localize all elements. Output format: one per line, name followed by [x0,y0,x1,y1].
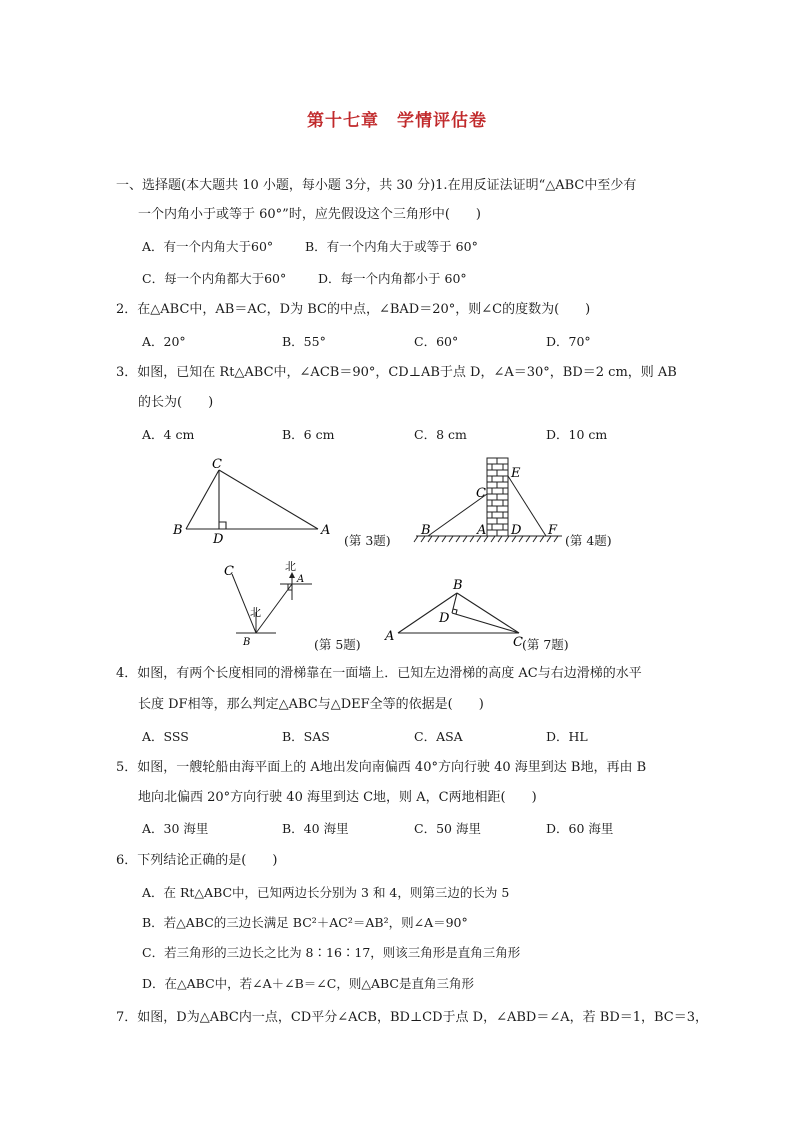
fig5-label-c: C [224,564,234,579]
fig7-label-a: A [385,629,395,644]
q3-option-d: D．10 cm [546,427,608,442]
q7-stem: 7．如图，D为△ABC内一点，CD平分∠ACB，BD⊥CD于点 D，∠ABD＝∠A，若 BD＝1，BC＝3， [116,1010,709,1025]
fig4-label-b: B [421,523,431,538]
fig5-north-label-a: 北 [285,560,296,573]
fig4-label-e: E [511,466,521,481]
q1-stem-line2: 一个内角小于或等于 60°”时，应先假设这个三角形中( ) [138,207,481,222]
q5-option-a: A．30 海里 [142,821,209,836]
fig5-north-label-b: 北 [250,606,261,619]
q2-option-c: C．60° [414,334,459,349]
fig5-label-b: B [243,637,251,648]
fig7-side-bc [457,593,519,633]
caption-fig5: (第 5题) [314,637,361,652]
q6-stem: 6．下列结论正确的是( ) [116,853,278,868]
fig4-label-f: F [548,523,558,538]
q3-stem-line1: 3．如图，已知在 Rt△ABC中，∠ACB＝90°，CD⊥AB于点 D，∠A＝30°，BD＝2 cm，则 AB [116,365,677,380]
q4-stem-line1: 4．如图，有两个长度相同的滑梯靠在一面墙上．已知左边滑梯的高度 AC与右边滑梯的水平 [116,666,642,681]
q6-option-c: C．若三角形的三边长之比为 8∶16∶17，则该三角形是直角三角形 [142,945,521,960]
q1-option-d: D．每一个内角都小于 60° [318,271,467,286]
fig7-label-d: D [439,611,450,626]
fig7-label-c: C [513,635,523,650]
q5-stem-line1: 5．如图，一艘轮船由海平面上的 A地出发向南偏西 40°方向行驶 40 海里到达 B地，再由 B [116,760,647,775]
q5-option-c: C．50 海里 [414,821,481,836]
caption-fig3: (第 3题) [344,533,391,548]
q4-option-a: A．SSS [142,729,189,744]
q2-stem: 2．在△ABC中，AB＝AC，D为 BC的中点，∠BAD＝20°，则∠C的度数为( ) [116,302,591,317]
q3-option-c: C．8 cm [414,427,467,442]
q2-option-a: A．20° [142,334,186,349]
q6-option-d: D．在△ABC中，若∠A＋∠B＝∠C，则△ABC是直角三角形 [142,976,474,991]
fig3-label-b: B [173,523,183,538]
q3-option-b: B．6 cm [282,427,335,442]
fig7-label-b: B [453,578,463,593]
caption-fig4: (第 4题) [565,533,612,548]
q4-option-b: B．SAS [282,729,330,744]
q4-option-d: D．HL [546,729,588,744]
caption-fig7: (第 7题) [522,637,569,652]
fig3-label-d: D [213,532,224,547]
q3-option-a: A．4 cm [142,427,195,442]
fig7-segment-cd [452,613,519,633]
q6-option-a: A．在 Rt△ABC中，已知两边长分别为 3 和 4，则第三边的长为 5 [142,885,510,900]
page-title: 第十七章 学情评估卷 [307,111,487,131]
q5-option-b: B．40 海里 [282,821,349,836]
fig5-label-a: A [297,574,305,585]
fig4-label-d: D [511,523,522,538]
q1-option-b: B．有一个内角大于或等于 60° [305,239,478,254]
q5-option-d: D．60 海里 [546,821,614,836]
fig4-label-a: A [477,523,487,538]
q4-option-c: C．ASA [414,729,463,744]
q5-stem-line2: 地向北偏西 20°方向行驶 40 海里到达 C地，则 A，C两地相距( ) [138,790,537,805]
q1-option-c: C．每一个内角都大于60° [142,271,287,286]
q2-option-b: B．55° [282,334,326,349]
q1-option-a: A．有一个内角大于60° [142,239,274,254]
fig3-label-a: A [321,523,331,538]
q2-option-d: D．70° [546,334,591,349]
q1-stem-line1: 一、选择题(本大题共 10 小题，每小题 3分，共 30 分)1.在用反证法证明“△ABC中至少有 [116,178,637,193]
q3-stem-line2: 的长为( ) [138,395,214,410]
q6-option-b: B．若△ABC的三边长满足 BC²＋AC²＝AB²，则∠A＝90° [142,915,468,930]
fig4-label-c: C [476,486,486,501]
fig3-label-c: C [212,457,222,472]
q4-stem-line2: 长度 DF相等，那么判定△ABC与△DEF全等的依据是( ) [138,697,484,712]
